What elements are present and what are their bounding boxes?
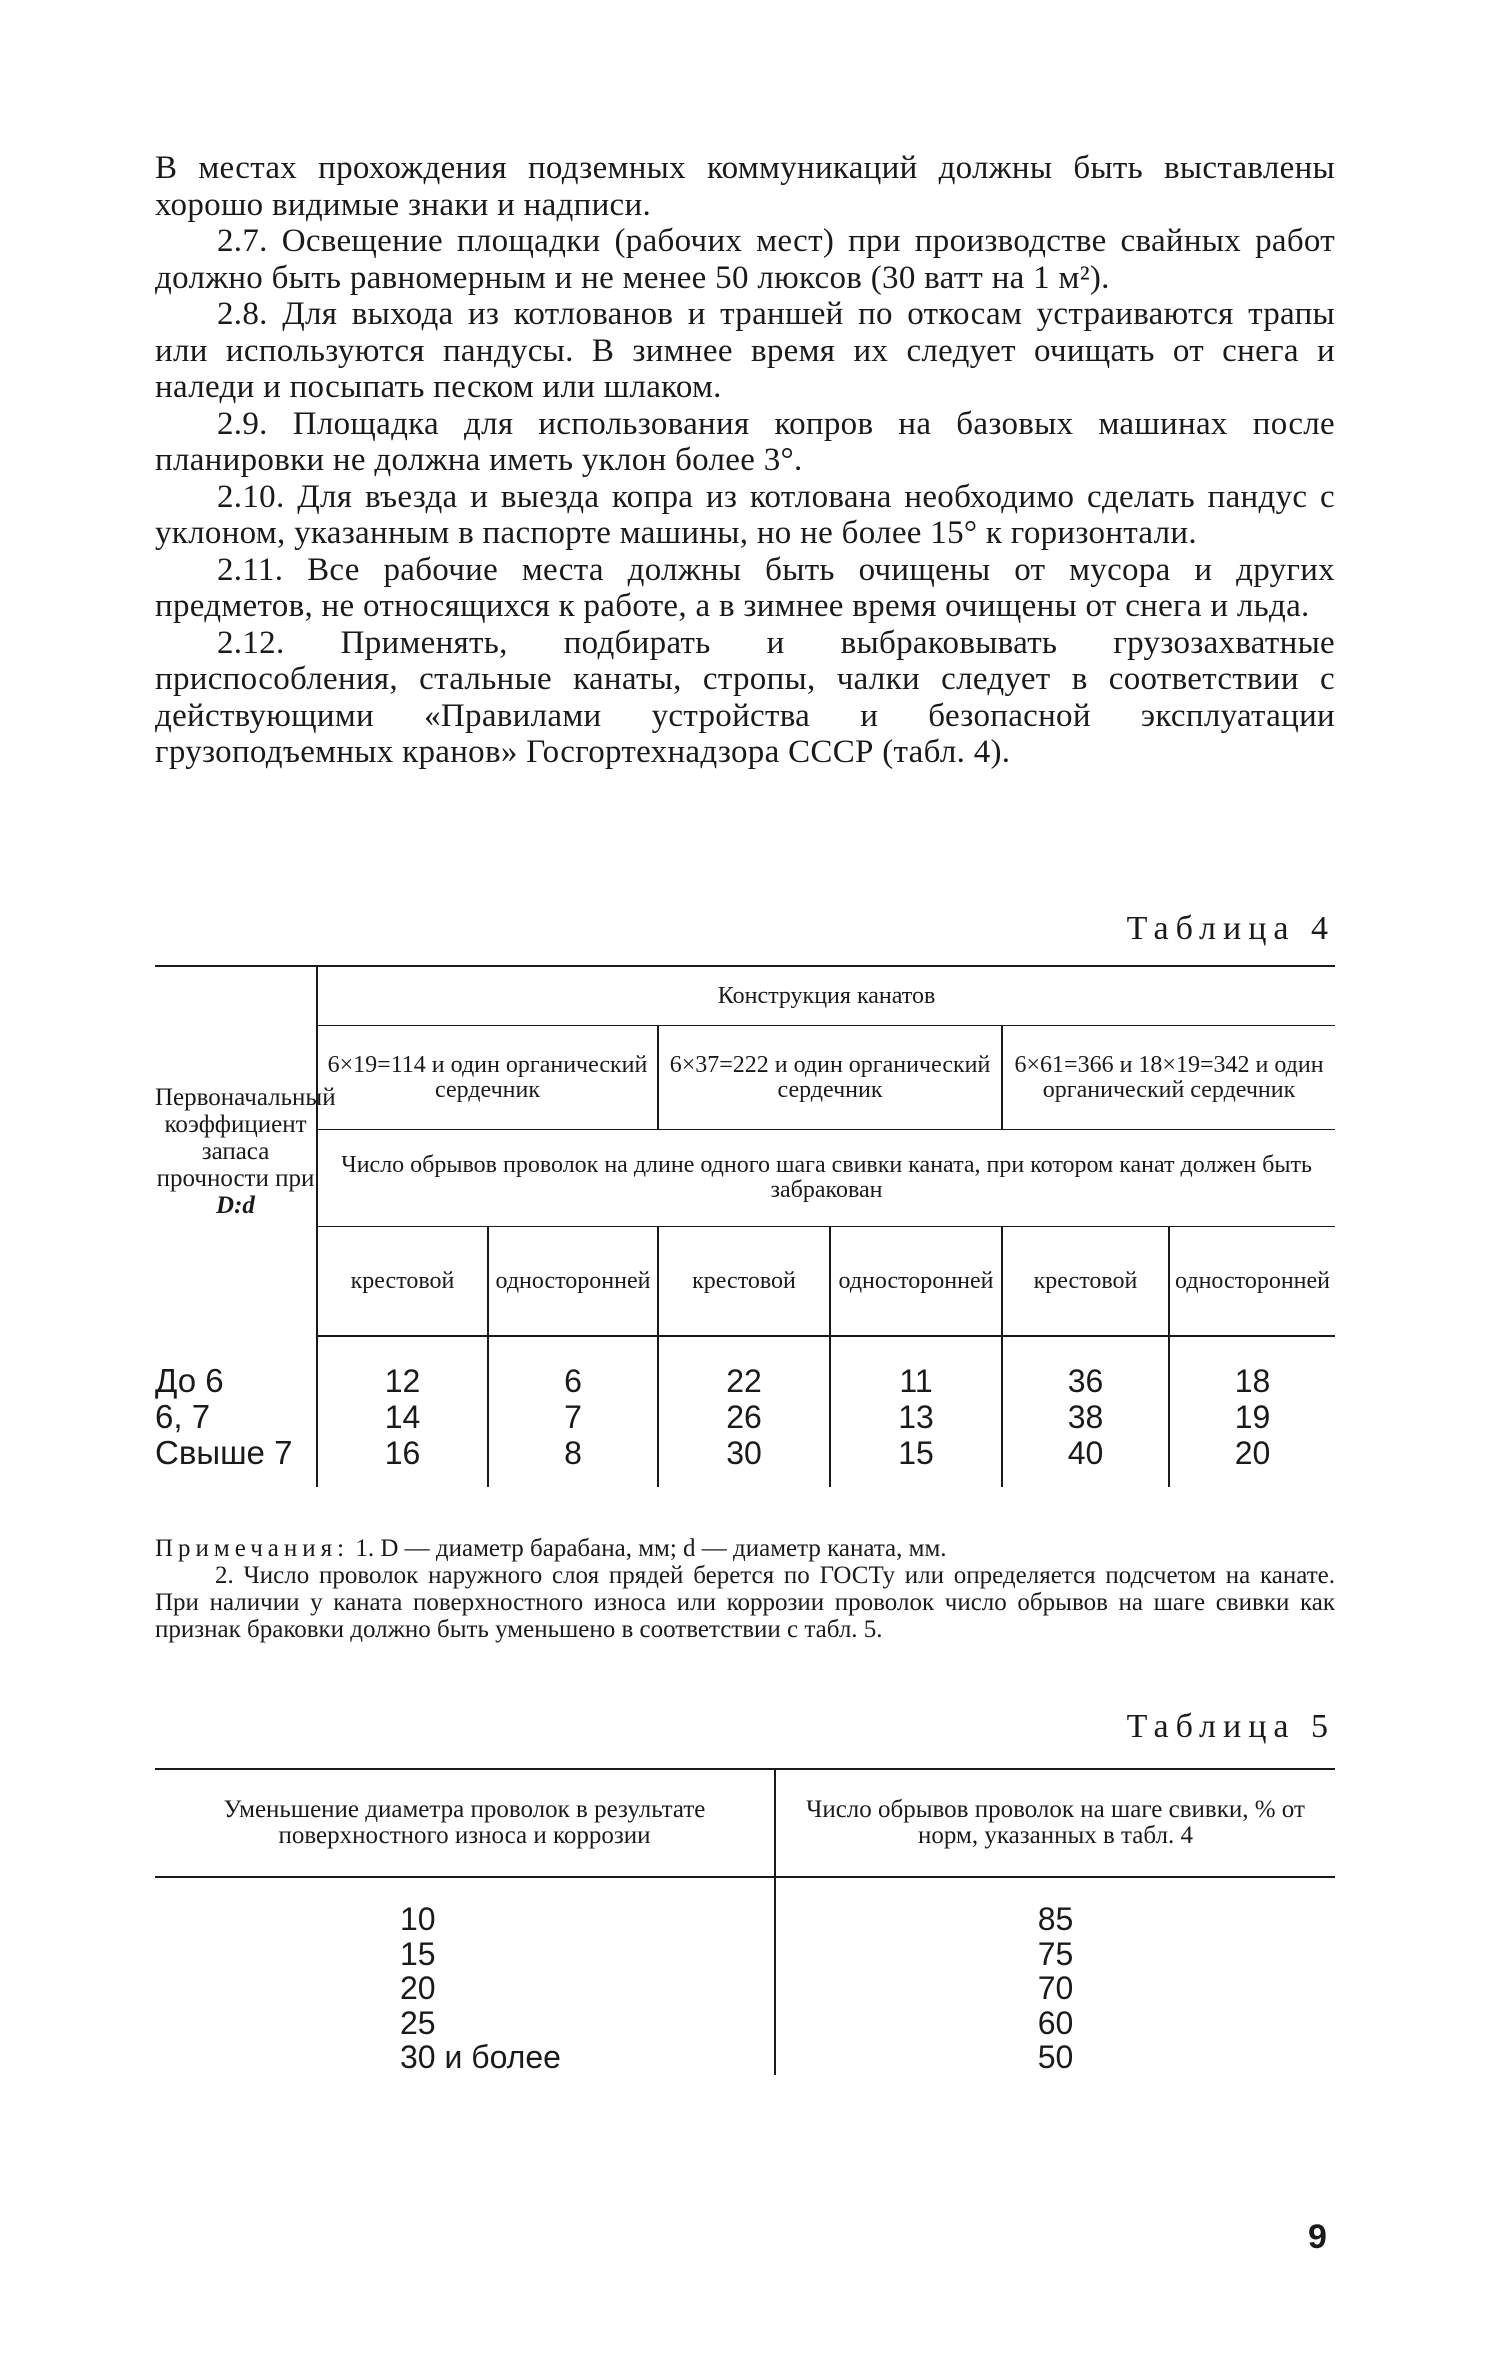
row-label: Свыше 7 (155, 1434, 293, 1471)
table-cell: 12 (317, 1363, 488, 1399)
table-cell: 15 (830, 1435, 1002, 1487)
table-spacer (155, 1877, 1335, 1902)
table-cell: 30 (658, 1435, 830, 1487)
page-number: 9 (1308, 2218, 1327, 2256)
construction-header: Конструкция канатов (317, 966, 1335, 1026)
table-row (155, 1399, 1335, 1435)
table-cell: 13 (830, 1399, 1002, 1435)
table-cell: 6 (488, 1363, 658, 1399)
table-cell: 26 (658, 1399, 830, 1435)
table-cell: 7 (488, 1399, 658, 1435)
construction-2: 6×37=222 и один органический сердечник (658, 1026, 1002, 1130)
lay-type-2: односторонней (488, 1227, 658, 1337)
table-cell: 38 (1002, 1399, 1169, 1435)
reduction-cell: 30 и более (400, 2039, 561, 2075)
table-row (155, 1971, 1335, 2006)
table-row (155, 1937, 1335, 1972)
paragraph-number: 2.7. (217, 223, 268, 259)
table-cell: 19 (1169, 1399, 1335, 1435)
table-5-caption: Таблица 5 (1126, 1708, 1335, 1745)
notes-label: Примечания: (155, 1535, 350, 1562)
paragraph-2-7 (155, 223, 1335, 296)
table-4 (155, 965, 1335, 1487)
table-4-caption: Таблица 4 (1126, 910, 1335, 947)
table-cell: 16 (317, 1435, 488, 1487)
percent-cell: 50 (775, 2040, 1335, 2075)
paragraph-text: Освещение площадки (рабочих мест) при производстве свайных работ должно быть равномерным и не менее 50 люксов (30 ватт на 1 м²). (155, 223, 1335, 296)
percent-cell: 75 (775, 1937, 1335, 1972)
paragraph-intro: В местах прохождения подземных коммуникаций должны быть выставлены хорошо видимые знаки и надписи. (155, 150, 1335, 223)
row-label: 6, 7 (155, 1398, 211, 1435)
construction-3: 6×61=366 и 18×19=342 и один органический сердечник (1002, 1026, 1335, 1130)
percent-cell: 85 (775, 1902, 1335, 1937)
table-row (155, 1902, 1335, 1937)
note-2: 2. Число проволок наружного слоя прядей берется по ГОСТу или определяется подсчетом на канате. При наличии у каната поверхностного износа или коррозии проволок число обрывов на шаге свивки как признак браковки должно быть уменьшено в соответствии с табл. 5. (155, 1562, 1335, 1643)
table-cell: 18 (1169, 1363, 1335, 1399)
reduction-cell: 25 (400, 2004, 436, 2041)
lay-type-4: односторонней (830, 1227, 1002, 1337)
table-cell: 14 (317, 1399, 488, 1435)
body-text (155, 150, 1335, 771)
paragraph-2-8 (155, 296, 1335, 406)
table-spacer (155, 1336, 1335, 1363)
lay-type-6: односторонней (1169, 1227, 1335, 1337)
percent-cell: 70 (775, 1971, 1335, 2006)
row-label: До 6 (155, 1362, 224, 1399)
lay-type-1: крестовой (317, 1227, 488, 1337)
paragraph-number: 2.12. (217, 624, 285, 661)
note-1 (155, 1535, 1335, 1562)
lay-type-5: крестовой (1002, 1227, 1169, 1337)
table-cell: 36 (1002, 1363, 1169, 1399)
reduction-cell: 15 (400, 1935, 436, 1972)
table-cell: 8 (488, 1435, 658, 1487)
table-4-notes (155, 1535, 1335, 1643)
reduction-cell: 20 (400, 1970, 436, 2006)
paragraph-number: 2.8. (217, 296, 268, 332)
paragraph-2-11 (155, 552, 1335, 625)
table-cell: 22 (658, 1363, 830, 1399)
percent-cell: 60 (775, 2006, 1335, 2041)
paragraph-number: 2.9. (217, 405, 268, 442)
table-row (155, 1363, 1335, 1399)
paragraph-number: 2.10. (217, 478, 285, 515)
paragraph-2-9 (155, 406, 1335, 479)
table-row (155, 1435, 1335, 1487)
table-cell: 11 (830, 1363, 1002, 1399)
note-1-text: 1. D — диаметр барабана, мм; d — диаметр каната, мм. (355, 1535, 947, 1562)
table-5-col2-header: Число обрывов проволок на шаге свивки, % от норм, указанных в табл. 4 (775, 1769, 1335, 1877)
row-header-text: Первоначальный коэффициент запаса прочности при (155, 1084, 336, 1192)
table-cell: 40 (1002, 1435, 1169, 1487)
paragraph-text: Для въезда и выезда копра из котлована необходимо сделать пандус с уклоном, указанным в паспорте машины, но не более 15° к горизонтали. (155, 478, 1335, 551)
table-row (155, 2006, 1335, 2041)
row-header-cell (155, 966, 336, 1336)
paragraph-text: Применять, подбирать и выбраковывать грузозахватные приспособления, стальные канаты, стропы, чалки следует в соответствии с действующими «Правилами устройства и безопасной эксплуатации грузоподъемных кранов» Госгортехнадзора СССР (табл. 4). (155, 624, 1335, 770)
table-cell: 20 (1169, 1435, 1335, 1487)
paragraph-2-10 (155, 479, 1335, 552)
breaks-header: Число обрывов проволок на длине одного шага свивки каната, при котором канат должен быть забракован (317, 1130, 1335, 1227)
paragraph-text: Все рабочие места должны быть очищены от мусора и других предметов, не относящихся к работе, а в зимнее время очищены от снега и льда. (155, 551, 1335, 624)
reduction-cell: 10 (400, 1901, 436, 1937)
table-5 (155, 1768, 1335, 2075)
row-header-dd: D:d (216, 1192, 255, 1219)
table-row (155, 2040, 1335, 2075)
paragraph-text: Площадка для использования копров на базовых машинах после планировки не должна иметь уклон более 3°. (155, 405, 1335, 478)
lay-type-3: крестовой (658, 1227, 830, 1337)
table-5-col1-header: Уменьшение диаметра проволок в результате поверхностного износа и коррозии (155, 1769, 775, 1877)
construction-1: 6×19=114 и один органический сердечник (317, 1026, 658, 1130)
paragraph-number: 2.11. (217, 551, 284, 588)
paragraph-text: Для выхода из котлованов и траншей по откосам устраиваются трапы или используются пандусы. В зимнее время их следует очищать от снега и наледи и посыпать песком или шлаком. (155, 296, 1336, 405)
paragraph-2-12 (155, 625, 1335, 771)
